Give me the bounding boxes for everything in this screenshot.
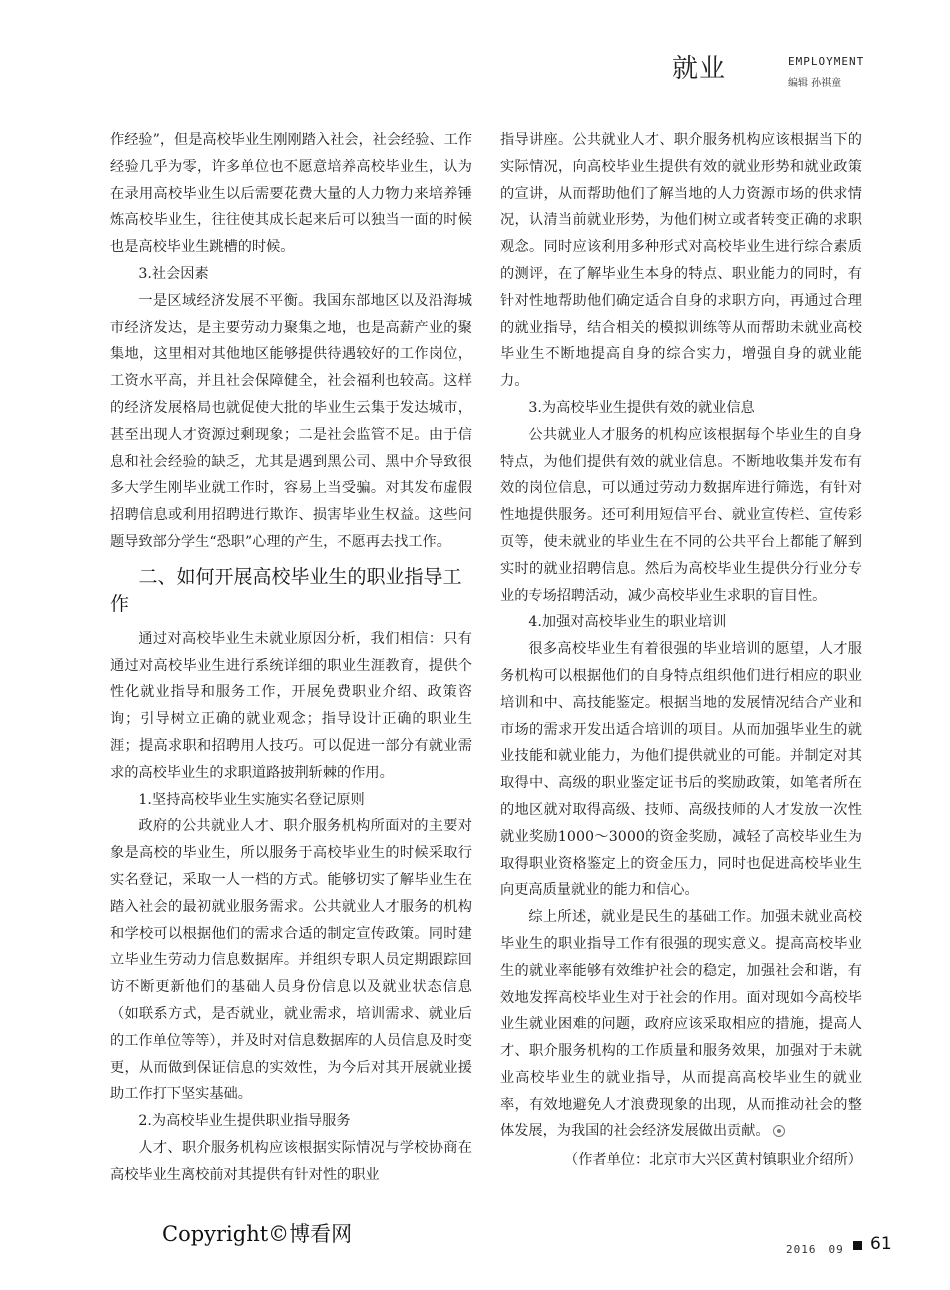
author-affiliation: （作者单位：北京市大兴区黄村镇职业介绍所） (564, 1152, 862, 1169)
subheading-social-factors: 3.社会因素 (138, 265, 209, 282)
paragraph-4: 很多高校毕业生有着很强的毕业培训的愿望，人才服务机构可以根据他们的自身特点组织他们进行相应的职业培训和中、高技能鉴定。根据当地的发展情况结合产业和市场的需求开发出适合培训的项目。从而加强毕业生的就业技能和就业能力，为他们提供就业的可能。并制定对其取得中、高级的职业鉴定证书后的奖励政策，如笔者所在的地区就对取得高级、技师、高级技师的人才发放一次性就业奖励1000～3000的资金奖励，减轻了高校毕业生为取得职业资格鉴定上的资金压力，同时也促进高校毕业生向更高质量就业的能力和信心。 (500, 641, 862, 899)
paragraph-conclusion (500, 904, 862, 1145)
section-title: 就业 (672, 54, 727, 84)
paragraph-social-factors: 一是区域经济发展不平衡。我国东部地区以及沿海城市经济发达，是主要劳动力聚集之地，也是高薪产业的聚集地，这里相对其他地区能够提供待遇较好的工作岗位，工资水平高，并且社会保障健全，社会福利也较高。这样的经济发展格局也就促使大批的毕业生云集于发达城市，甚至出现人才资源过剩现象；二是社会监管不足。由于信息和社会经验的缺乏，尤其是遇到黑公司、黑中介导致很多大学生刚毕业就工作时，容易上当受骗。对其发布虚假招聘信息或利用招聘进行欺诈、损害毕业生权益。这些问题导致部分学生“恐职”心理的产生，不愿再去找工作。 (110, 292, 472, 550)
page-number: 61 (870, 1234, 892, 1254)
paragraph-intro: 通过对高校毕业生未就业原因分析，我们相信：只有通过对高校毕业生进行系统详细的职业生涯教育，提供个性化就业指导和服务工作，开展免费职业介绍、政策咨询；引导树立正确的就业观念；指导设计正确的职业生涯；提高求职和招聘用人技巧。可以促进一部分有就业需求的高校毕业生的求职道路披荆斩棘的作用。 (110, 630, 472, 781)
paragraph-2: 人才、职介服务机构应该根据实际情况与学校协商在高校毕业生离校前对其提供有针对性的职业 (110, 1139, 472, 1183)
subheading-1: 1.坚持高校毕业生实施实名登记原则 (138, 791, 365, 808)
paragraph-2-continued: 指导讲座。公共就业人才、职介服务机构应该根据当下的实际情况，向高校毕业生提供有效的就业形势和就业政策的宣讲，从而帮助他们了解当地的人力资源市场的供求情况，认清当前就业形势，为他们树立或者转变正确的求职观念。同时应该利用多种形式对高校毕业生进行综合素质的测评，在了解毕业生本身的特点、职业能力的同时，有针对性地帮助他们确定适合自身的求职方向，再通过合理的就业指导，结合相关的模拟训练等从而帮助未就业高校毕业生不断地提高自身的综合实力，增强自身的就业能力。 (500, 132, 862, 390)
right-column (500, 127, 862, 1174)
paragraph-1: 政府的公共就业人才、职介服务机构所面对的主要对象是高校的毕业生，所以服务于高校毕业生的时候采取行实名登记，采取一人一档的方式。能够切实了解毕业生在踏入社会的最初就业服务需求。公共就业人才服务的机构和学校可以根据他们的需求合适的制定宣传政策。同时建立毕业生劳动力信息数据库。并组织专职人员定期跟踪回访不断更新他们的基础人员身份信息以及就业状态信息（如联系方式，是否就业，就业需求，培训需求、就业后的工作单位等等），并及时对信息数据库的人员信息及时变更，从而做到保证信息的实效性，为今后对其开展就业援助工作打下坚实基础。 (110, 818, 472, 1103)
subheading-4: 4.加强对高校毕业生的职业培训 (528, 614, 727, 631)
section-title-english: EMPLOYMENT (788, 55, 865, 68)
issue-date: 2016 09 (786, 1243, 844, 1256)
conclusion-text: 综上所述，就业是民生的基础工作。加强未就业高校毕业生的职业指导工作有很强的现实意义。提高高校毕业生的就业率能够有效维护社会的稳定，加强社会和谐，有效地发挥高校毕业生对于社会的作用。面对现如今高校毕业生就业困难的问题，政府应该采取相应的措施，提高人才、职介服务机构的工作质量和服务效果，加强对于未就业高校毕业生的就业指导，从而提高高校毕业生的就业率，有效地避免人才浪费现象的出现，从而推动社会的整体发展，为我国的社会经济发展做出贡献。 (500, 909, 862, 1140)
paragraph-3: 公共就业人才服务的机构应该根据每个毕业生的自身特点，为他们提供有效的就业信息。不断地收集并发布有效的岗位信息，可以通过劳动力数据库进行筛选，有针对性地提供服务。还可利用短信平台、就业宣传栏、宣传彩页等，使未就业的毕业生在不同的公共平台上都能了解到实时的就业招聘信息。然后为高校毕业生提供分行业分专业的专场招聘活动，减少高校毕业生求职的盲目性。 (500, 426, 862, 604)
subheading-3: 3.为高校毕业生提供有效的就业信息 (528, 399, 755, 416)
square-bullet-icon (853, 1241, 862, 1250)
copyright-watermark: Copyright©博看网 (162, 1222, 353, 1246)
end-mark-icon (773, 1125, 785, 1137)
left-column (110, 127, 472, 1188)
paragraph-continued: 作经验”，但是高校毕业生刚刚踏入社会，社会经验、工作经验几乎为零，许多单位也不愿意培养高校毕业生，认为在录用高校毕业生以后需要花费大量的人力物力来培养锤炼高校毕业生，往往使其成长起来后可以独当一面的时候也是高校毕业生跳槽的时候。 (110, 132, 472, 256)
subheading-2: 2.为高校毕业生提供职业指导服务 (138, 1113, 351, 1130)
section-heading: 二、如何开展高校毕业生的职业指导工作 (110, 565, 462, 615)
editor-credit: 编辑 孙祺童 (788, 78, 842, 89)
